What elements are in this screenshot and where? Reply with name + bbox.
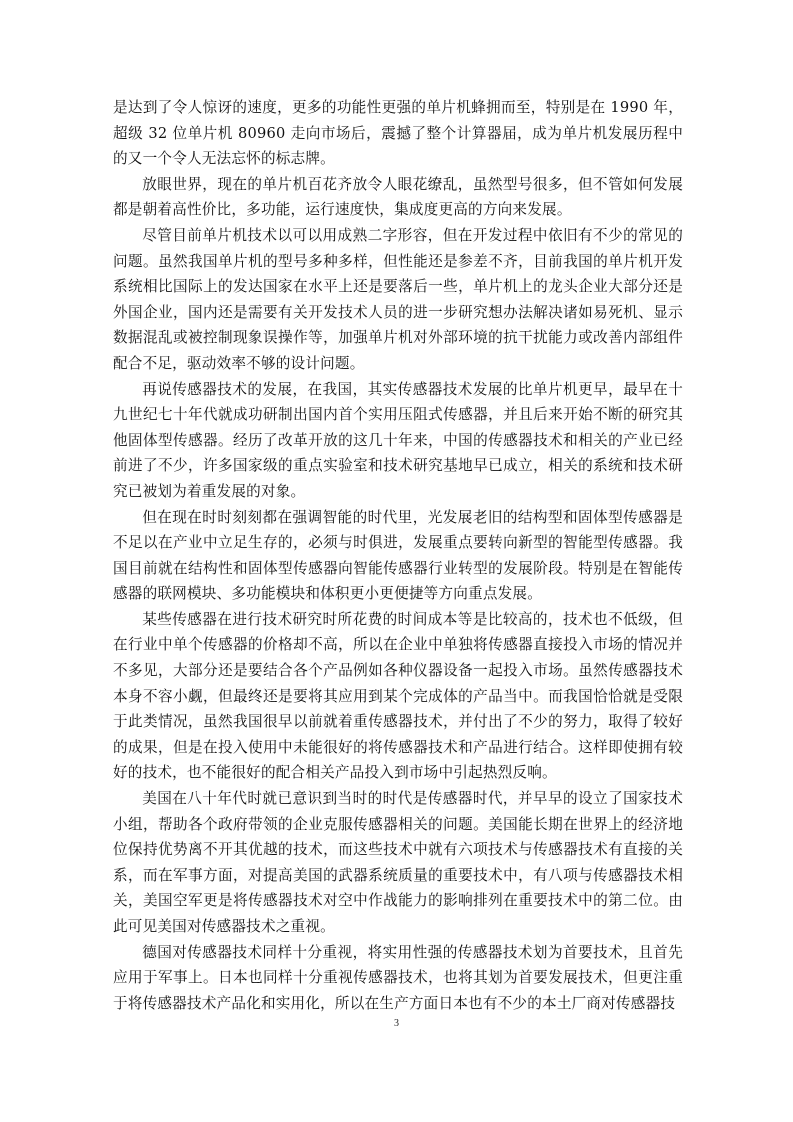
page-body — [113, 95, 683, 1016]
paragraph-2: 放眼世界，现在的单片机百花齐放令人眼花缭乱，虽然型号很多，但不管如何发展都是朝着高性价比，多功能，运行速度快，集成度更高的方向来发展。 — [113, 175, 683, 219]
paragraph-8: 德国对传感器技术同样十分重视，将实用性强的传感器技术划为首要技术，且首先应用于军事上。日本也同样十分重视传感器技术，也将其划为首要发展技术，但更注重于将传感器技术产品化和实用化，所以在生产方面日本也有不少的本土厂商对传感器技 — [113, 943, 683, 1012]
paragraph-1: 是达到了令人惊讶的速度，更多的功能性更强的单片机蜂拥而至，特别是在 1990 年，超级 32 位单片机 80960 走向市场后，震撼了整个计算器届，成为单片机发展历程中的又一个令人无法忘怀的标志牌。 — [113, 99, 683, 168]
paragraph-4: 再说传感器技术的发展，在我国，其实传感器技术发展的比单片机更早，最早在十九世纪七十年代就成功研制出国内首个实用压阻式传感器，并且后来开始不断的研究其他固体型传感器。经历了改革开放的这几十年来，中国的传感器技术和相关的产业已经前进了不少，许多国家级的重点实验室和技术研究基地早已成立，相关的系统和技术研究已被划为着重发展的对象。 — [113, 380, 683, 500]
paragraph-3: 尽管目前单片机技术以可以用成熟二字形容，但在开发过程中依旧有不少的常见的问题。虽然我国单片机的型号多种多样，但性能还是参差不齐，目前我国的单片机开发系统相比国际上的发达国家在水平上还是要落后一些，单片机上的龙头企业大部分还是外国企业，国内还是需要有关开发技术人员的进一步研究想办法解决诸如易死机、显示数据混乱或被控制现象误操作等，加强单片机对外部环境的抗干扰能力或改善内部组件配合不足，驱动效率不够的设计问题。 — [113, 226, 683, 372]
paragraph-5: 但在现在时时刻刻都在强调智能的时代里，光发展老旧的结构型和固体型传感器是不足以在产业中立足生存的，必须与时俱进，发展重点要转向新型的智能型传感器。我国目前就在结构性和固体型传感器向智能传感器行业转型的发展阶段。特别是在智能传感器的联网模块、多功能模块和体积更小更便捷等方向重点发展。 — [113, 508, 683, 603]
paragraph-6: 某些传感器在进行技术研究时所花费的时间成本等是比较高的，技术也不低级，但在行业中单个传感器的价格却不高，所以在企业中单独将传感器直接投入市场的情况并不多见，大部分还是要结合各个产品例如各种仪器设备一起投入市场。虽然传感器技术本身不容小觑，但最终还是要将其应用到某个完成体的产品当中。而我国恰恰就是受限于此类情况，虽然我国很早以前就着重传感器技术，并付出了不少的努力，取得了较好的成果，但是在投入使用中未能很好的将传感器技术和产品进行结合。这样即使拥有较好的技术，也不能很好的配合相关产品投入到市场中引起热烈反响。 — [113, 610, 683, 782]
page-number: 3 — [394, 1018, 399, 1029]
paragraph-7: 美国在八十年代时就已意识到当时的时代是传感器时代，并早早的设立了国家技术小组，帮助各个政府带领的企业克服传感器相关的问题。美国能长期在世界上的经济地位保持优势离不开其优越的技术，而这些技术中就有六项技术与传感器技术有直接的关系，而在军事方面，对提高美国的武器系统质量的重要技术中，有八项与传感器技术相关，美国空军更是将传感器技术对空中作战能力的影响排列在重要技术中的第二位。由此可见美国对传感器技术之重视。 — [113, 790, 683, 935]
